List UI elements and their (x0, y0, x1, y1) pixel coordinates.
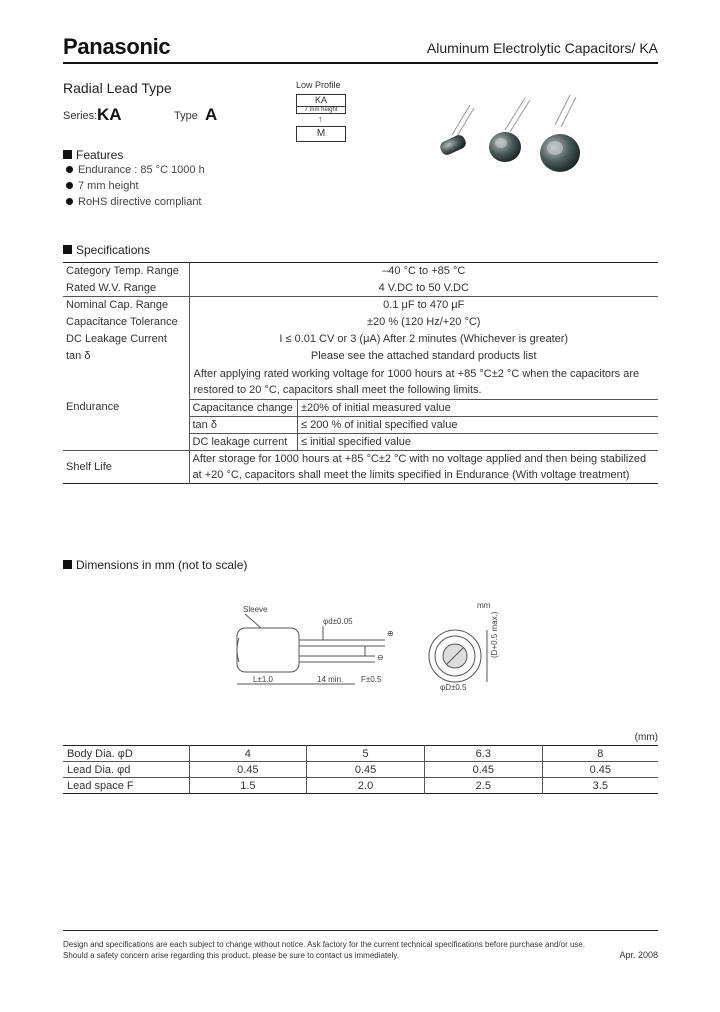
endurance-limits-table (190, 399, 659, 451)
table-row (63, 314, 658, 331)
length-label: L±1.0 (253, 675, 273, 684)
unit-mark-label: mm (477, 601, 491, 610)
dim-cell: 2.0 (307, 778, 425, 794)
feature-text: 7 mm height (78, 180, 139, 192)
type-value: A (205, 105, 218, 124)
table-row (63, 280, 658, 297)
dim-label: Body Dia. φD (67, 747, 133, 760)
bullet-icon (66, 182, 73, 189)
sleeve-label: Sleeve (243, 605, 268, 614)
dim-cell: 0.45 (542, 762, 658, 778)
dimensions-table (63, 745, 658, 794)
spec-label: tan δ (63, 348, 189, 365)
spec-label: DC Leakage Current (63, 331, 189, 348)
dim-cell: 0.45 (307, 762, 425, 778)
capacitor-photos (430, 90, 600, 180)
dim-cell: 8 (542, 746, 658, 762)
feature-text: Endurance : 85 °C 1000 h (78, 164, 205, 176)
lead-length-label: 14 min. (317, 675, 344, 684)
series-value: KA (97, 105, 122, 124)
spec-value: After storage for 1000 hours at +85 °C±2 °C with no voltage applied and then being stabilized at +20 °C, capacitors shall meet the limits specified in Endurance (With voltage treatment) (189, 451, 658, 484)
table-row (63, 331, 658, 348)
plus-icon: ⊕ (387, 629, 394, 638)
spec-label: Rated W.V. Range (63, 280, 189, 297)
footer-date: Apr. 2008 (619, 950, 658, 960)
limit-key: DC leakage current (190, 433, 298, 450)
limit-value: ±20% of initial measured value (298, 399, 659, 416)
table-row (63, 762, 658, 778)
type-label: Type (174, 110, 198, 122)
dim-cell: 0.45 (424, 762, 542, 778)
low-profile-box-ka (296, 94, 346, 114)
list-item (63, 178, 205, 194)
series-label: Series: (63, 110, 98, 122)
page-header (63, 34, 658, 64)
low-profile-box-ka-text: KA (314, 95, 327, 105)
dim-label: Lead Dia. φd (63, 762, 189, 778)
table-row (63, 297, 658, 314)
endurance-condition: After applying rated working voltage for 1000 hours at +85 °C±2 °C when the capacitors are restored to 20 °C, capacitors shall meet the following limits. (193, 367, 640, 396)
table-row (63, 746, 658, 762)
limit-key: Capacitance change (190, 399, 298, 416)
limit-value: ≤ 200 % of initial specified value (298, 416, 659, 433)
capacitor-side-view (237, 614, 385, 684)
limit-key: tan δ (190, 416, 298, 433)
bullet-icon (66, 166, 73, 173)
table-row (63, 263, 658, 280)
table-row (190, 416, 659, 433)
spec-label: Category Temp. Range (63, 263, 189, 280)
features-list (63, 162, 205, 210)
features-heading-text: Features (76, 148, 124, 162)
dim-cell: 1.5 (189, 778, 307, 794)
spec-label: Capacitance Tolerance (63, 314, 189, 331)
dim-cell: 2.5 (424, 778, 542, 794)
capacitor-small-icon (438, 105, 474, 157)
footer-disclaimer-1: Design and specifications are each subject to change without notice. Ask factory for the current technical specifications before purchase and/or use. (63, 940, 586, 949)
endurance-cell (189, 365, 658, 451)
series-type-row (63, 105, 263, 127)
section-square-icon (63, 245, 72, 254)
list-item (63, 162, 205, 178)
spec-value: 0.1 μF to 470 μF (189, 297, 658, 314)
spacing-label: F±0.5 (361, 675, 382, 684)
dim-cell: 5 (307, 746, 425, 762)
specifications-heading (63, 243, 150, 257)
dimensions-unit: (mm) (634, 732, 658, 743)
feature-text: RoHS directive compliant (78, 196, 202, 208)
table-row (190, 399, 659, 416)
table-row (190, 433, 659, 450)
dimensions-heading (63, 558, 247, 572)
minus-icon: ⊖ (377, 653, 384, 662)
limit-value: ≤ initial specified value (298, 433, 659, 450)
spec-value: –40 °C to +85 °C (382, 265, 466, 278)
features-heading (63, 148, 123, 162)
dim-cell: 3.5 (542, 778, 658, 794)
table-row (63, 348, 658, 365)
dim-cell: 0.45 (189, 762, 307, 778)
dim-cell: 4 (189, 746, 307, 762)
list-item (63, 194, 205, 210)
dimensions-heading-text: Dimensions in mm (not to scale) (76, 558, 248, 572)
spec-label: Nominal Cap. Range (63, 297, 189, 314)
body-dia-label: φD±0.5 (440, 683, 467, 692)
up-arrow-icon: ↑ (318, 114, 323, 124)
lead-dia-label: φd±0.05 (323, 617, 353, 626)
low-profile-box-m: M (296, 126, 346, 142)
dim-cell: 6.3 (424, 746, 542, 762)
capacitor-front-view (429, 630, 487, 682)
document-title: Aluminum Electrolytic Capacitors/ KA (426, 40, 658, 56)
table-row (63, 778, 658, 794)
spec-value: Please see the attached standard products list (310, 350, 537, 362)
low-profile-label: Low Profile (296, 80, 341, 90)
brand-logo: Panasonic (63, 34, 171, 59)
spec-value: I ≤ 0.01 CV or 3 (μA) After 2 minutes (Whichever is greater) (279, 333, 569, 345)
spec-label: Endurance (63, 365, 189, 451)
table-row (63, 365, 658, 451)
dim-label: Lead space F (63, 778, 189, 794)
spec-label: Shelf Life (63, 451, 189, 484)
section-square-icon (63, 150, 72, 159)
footer-disclaimer-2: Should a safety concern arise regarding this product, please be sure to contact us immediately. (63, 951, 400, 960)
capacitor-large-icon (540, 95, 580, 172)
table-row (63, 451, 658, 484)
specifications-heading-text: Specifications (76, 243, 151, 257)
spec-value: ±20 % (120 Hz/+20 °C) (367, 316, 481, 328)
dimension-drawing (225, 598, 525, 698)
capacitor-medium-icon (489, 98, 530, 162)
bullet-icon (66, 198, 73, 205)
spec-value: 4 V.DC to 50 V.DC (378, 281, 469, 294)
section-square-icon (63, 560, 72, 569)
product-subtitle: Radial Lead Type (63, 80, 172, 96)
max-label: (D+0.5 max.) (490, 611, 499, 658)
page-footer (63, 930, 658, 961)
low-profile-box-ka-sub: 7 mm height (297, 106, 345, 114)
specifications-table (63, 262, 658, 484)
